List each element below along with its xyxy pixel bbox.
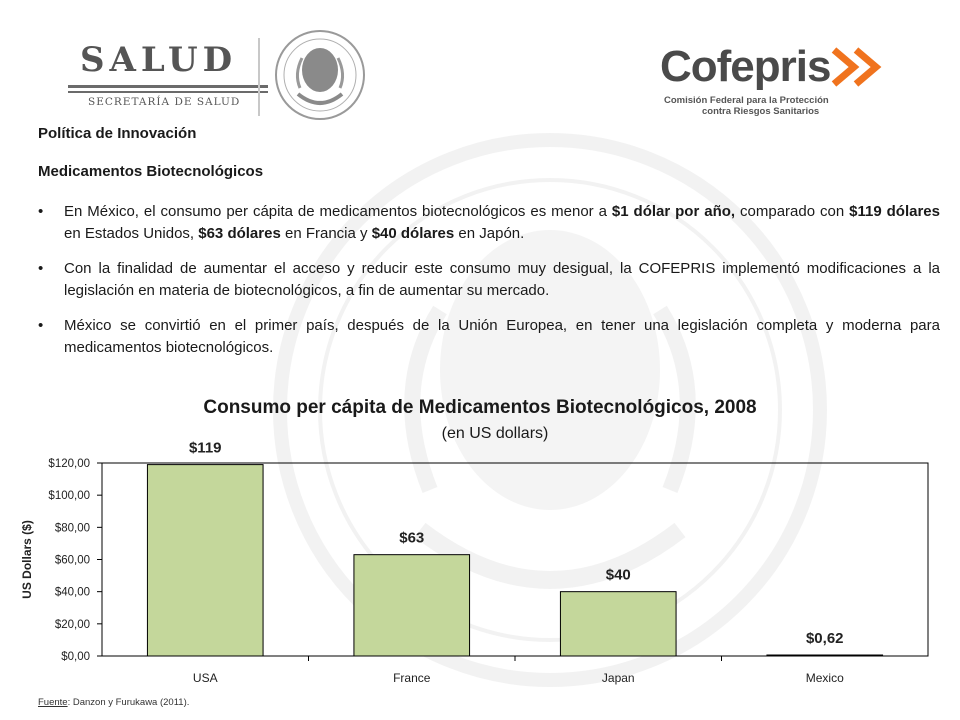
bar-japan: [560, 592, 676, 656]
heading-policy: Política de Innovación: [38, 125, 197, 142]
bullet-legislation: • Con la finalidad de aumentar el acceso y reducir este consumo muy desigual, la COFEPRIS implementó modificaciones a la legislación en materia de biotecnológicos, a fin de aumentar su mercado.: [38, 260, 940, 299]
bar-mexico: [767, 655, 883, 656]
mexico-seal-icon: [270, 28, 370, 123]
cofepris-logo: [660, 42, 890, 122]
logo-separator: [258, 38, 260, 116]
x-tick-label: France: [393, 671, 431, 685]
bar-france: [354, 555, 470, 656]
y-axis-label: US Dollars ($): [20, 520, 34, 599]
bullet-dot: •: [38, 203, 44, 220]
bullet-consumption: • En México, el consumo per cápita de medicamentos biotecnológicos es menor a $1 dólar por año, comparado con $119 dólares en Estados Unidos, $63 dólares en Francia y $40 dólares en Japón.: [38, 203, 940, 242]
cofepris-wordmark: Cofepris: [660, 42, 831, 91]
salud-logo: [58, 30, 258, 120]
data-label: $63: [399, 529, 425, 547]
y-tick-label: $20,00: [54, 618, 90, 631]
bullet-list: [38, 201, 940, 372]
chart-subtitle: (en US dollars): [441, 425, 549, 442]
y-tick-label: $60,00: [54, 554, 90, 567]
bullet-dot: •: [38, 260, 44, 277]
y-tick-label: $40,00: [54, 586, 90, 599]
data-label: $40: [605, 566, 631, 584]
bullet-first-country: • México se convirtió en el primer país, después de la Unión Europea, en tener una legislación completa y moderna para medicamentos biotecnológicos.: [38, 317, 940, 356]
source-note: Fuente: Danzon y Furukawa (2011).: [38, 697, 190, 708]
y-tick-label: $100,00: [48, 490, 90, 503]
x-tick-label: Mexico: [805, 671, 844, 685]
y-tick-label: $0,00: [61, 651, 90, 663]
y-tick-label: $80,00: [54, 522, 90, 535]
bar-chart: [0, 440, 960, 690]
heading-topic: Medicamentos Biotecnológicos: [38, 163, 264, 180]
data-label: $119: [188, 440, 222, 457]
chart-title: Consumo per cápita de Medicamentos Biotecnológicos, 2008: [203, 397, 757, 418]
y-tick-label: $120,00: [48, 458, 90, 470]
cofepris-arrows-icon: [830, 46, 890, 88]
salud-wordmark: SALUD: [80, 40, 238, 80]
bullet-dot: •: [38, 317, 44, 334]
data-label: $0,62: [805, 630, 844, 647]
x-tick-label: USA: [192, 671, 218, 685]
x-tick-label: Japan: [601, 671, 635, 685]
bar-usa: [147, 465, 263, 656]
salud-subtitle: SECRETARÍA DE SALUD: [88, 96, 241, 108]
cofepris-subtitle: Comisión Federal para la Protección contra Riesgos Sanitarios: [664, 95, 829, 117]
